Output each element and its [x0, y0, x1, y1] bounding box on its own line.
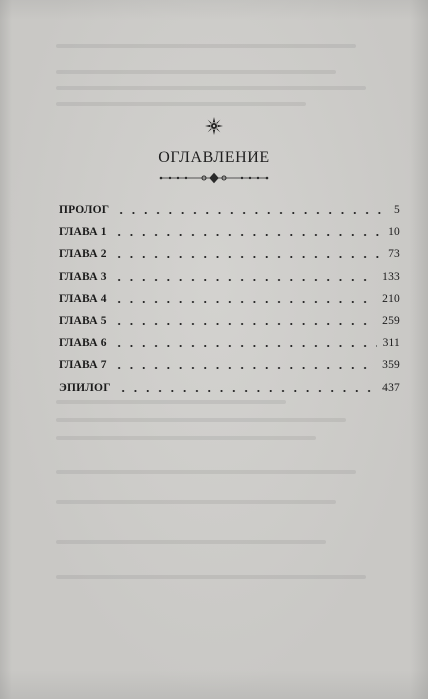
- dot-leader: [111, 340, 377, 350]
- page-title: ОГЛАВЛЕНИЕ: [158, 149, 270, 166]
- toc-entry-page: 359: [382, 359, 400, 372]
- toc-entry-label: ПРОЛОГ: [59, 204, 110, 216]
- toc-entry-label: ГЛАВА 7: [59, 359, 107, 372]
- dot-leader: [115, 385, 376, 395]
- toc-entry-page: 133: [382, 270, 400, 283]
- dot-leader: [111, 296, 376, 306]
- dot-leader: [111, 362, 376, 372]
- bleed-through-line: [56, 400, 286, 404]
- toc-entry-label: ГЛАВА 4: [59, 292, 107, 305]
- dot-leader: [113, 207, 388, 217]
- toc-entry-page: 10: [388, 226, 400, 239]
- ornamental-star-icon: [204, 116, 224, 136]
- bleed-through-line: [56, 70, 336, 74]
- toc-entry-label: ГЛАВА 1: [59, 226, 107, 239]
- toc-entry-prologue[interactable]: [59, 199, 400, 221]
- bleed-through-line: [56, 575, 366, 579]
- toc-entry-label: ГЛАВА 3: [59, 270, 107, 283]
- toc-entry-chapter-7[interactable]: [59, 354, 400, 376]
- toc-entry-chapter-1[interactable]: [59, 221, 400, 243]
- dot-leader: [111, 229, 382, 239]
- bleed-through-line: [56, 418, 346, 422]
- toc-entry-page: 210: [382, 292, 400, 305]
- toc-entry-label: ГЛАВА 5: [59, 314, 107, 327]
- dot-leader: [111, 274, 376, 284]
- bleed-through-line: [56, 470, 356, 474]
- toc-entry-label: ГЛАВА 6: [59, 337, 107, 350]
- dot-leader: [111, 318, 376, 328]
- bleed-through-line: [56, 540, 326, 544]
- bleed-through-line: [56, 500, 336, 504]
- bleed-through-line: [56, 102, 306, 106]
- dot-leader: [111, 251, 382, 261]
- toc-entry-chapter-2[interactable]: [59, 243, 400, 265]
- toc-entry-label: ГЛАВА 2: [59, 248, 107, 261]
- toc-entry-chapter-3[interactable]: [59, 266, 400, 288]
- toc-entry-chapter-5[interactable]: [59, 310, 400, 332]
- toc-entry-label: ЭПИЛОГ: [59, 381, 111, 394]
- bleed-through-line: [56, 436, 316, 440]
- toc-entry-page: 437: [382, 381, 400, 394]
- toc-entry-epilogue[interactable]: [59, 377, 400, 399]
- toc-entry-page: 5: [394, 204, 400, 216]
- dotted-flourish-divider-icon: [158, 172, 270, 184]
- table-of-contents: [59, 199, 400, 399]
- toc-entry-page: 73: [388, 248, 400, 261]
- bleed-through-line: [56, 86, 366, 90]
- toc-entry-chapter-6[interactable]: [59, 332, 400, 354]
- bleed-through-line: [56, 44, 356, 48]
- toc-entry-chapter-4[interactable]: [59, 288, 400, 310]
- toc-entry-page: 259: [382, 314, 400, 327]
- toc-entry-page: 311: [382, 337, 400, 350]
